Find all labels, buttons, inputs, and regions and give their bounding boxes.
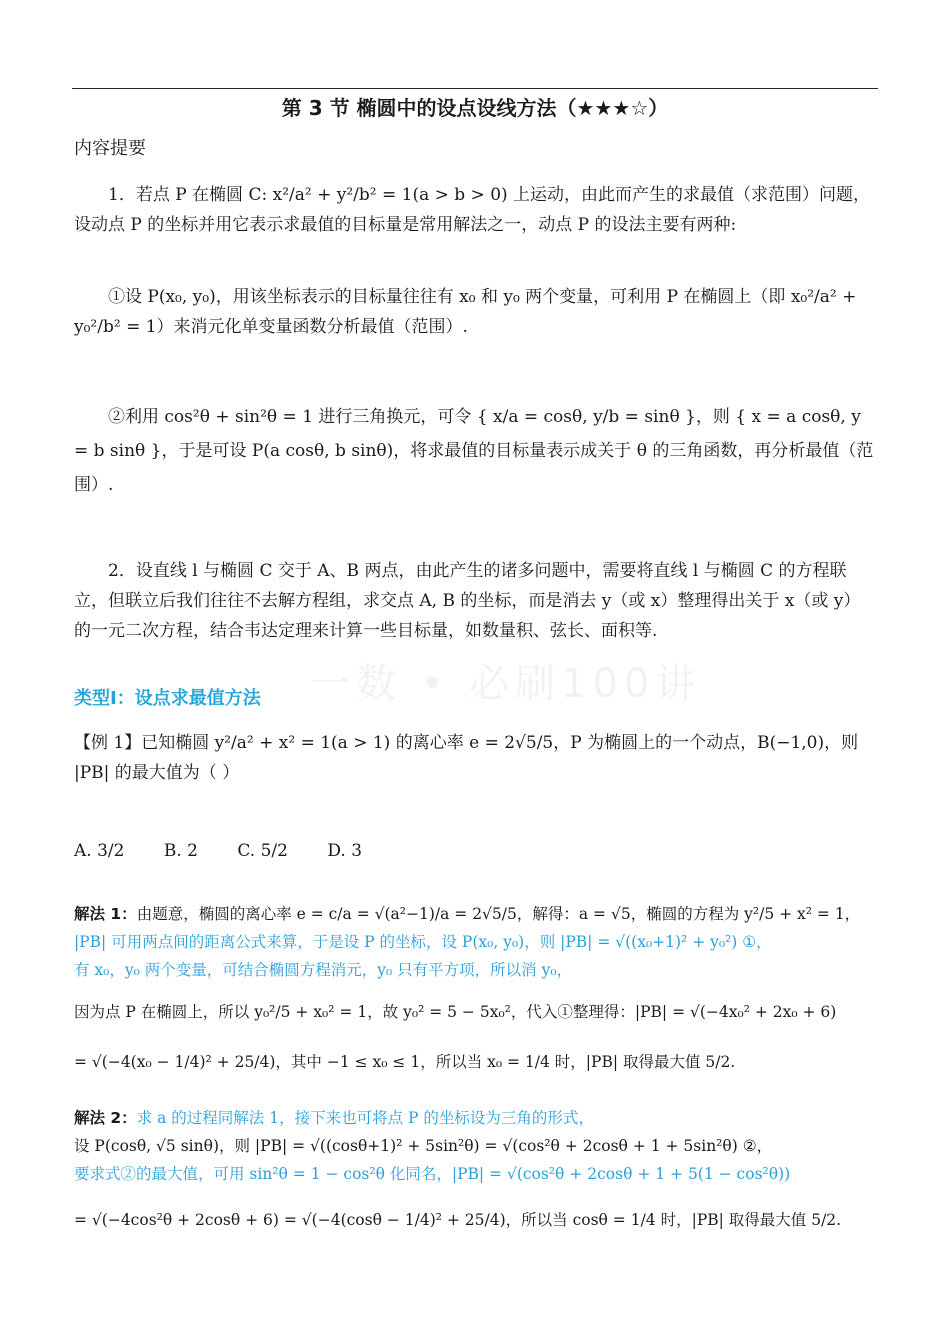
solution-2-label: 解法 2： [74,1109,137,1127]
solution-1-line-1: 由题意，椭圆的离心率 e = c/a = √(a²−1)/a = 2√5/5，解得：a = √5，椭圆的方程为 y²/5 + x² = 1， [136,905,861,923]
intro-paragraph-1: 1．若点 P 在椭圆 C: x²/a² + y²/b² = 1(a > b > 0) 上运动，由此而产生的求最值（求范围）问题，设动点 P 的坐标并用它表示求最值的目标量是常用解法之一，动点 P 的设法主要有两种: [74,185,871,235]
section-heading: 内容提要 [74,138,146,159]
top-rule [72,88,878,89]
watermark: 一数 • 必刷100讲 [310,661,702,707]
option-b: B. 2 [163,841,198,861]
solution-1-line-5: = √(−4(x₀ − 1/4)² + 25/4)，其中 −1 ≤ x₀ ≤ 1，所以当 x₀ = 1/4 时，|PB| 取得最大值 5/2. [74,1053,736,1071]
type-heading: 类型Ⅰ：设点求最值方法 [74,688,261,709]
solution-1-label: 解法 1： [74,905,137,923]
intro-paragraph-4: 2．设直线 l 与椭圆 C 交于 A、B 两点，由此产生的诸多问题中，需要将直线 l 与椭圆 C 的方程联立，但联立后我们往往不去解方程组，求交点 A, B 的坐标，而是消去 y（或 x）整理得出关于 x（或 y）的一元二次方程，结合韦达定理来计算一些目标量，如数量积、弦长、面积等. [74,561,861,641]
intro-paragraph-3: ②利用 cos²θ + sin²θ = 1 进行三角换元，可令 { x/a = cosθ, y/b = sinθ }，则 { x = a cosθ, y = b sinθ }，于是可设 P(a cosθ, b sinθ)，将求最值的目标量表示成关于 θ 的三角函数，再分析最值（范围）. [74,407,874,495]
example-stem: 【例 1】已知椭圆 y²/a² + x² = 1(a > 1) 的离心率 e = 2√5/5，P 为椭圆上的一个动点，B(−1,0)，则 |PB| 的最大值为（ ） [74,733,859,783]
solution-1 [74,900,876,1076]
solution-2-line-1: 求 a 的过程同解法 1，接下来也可将点 P 的坐标设为三角的形式， [136,1109,594,1127]
solution-2-line-2: 设 P(cosθ, √5 sinθ)，则 |PB| = √((cosθ+1)² + 5sin²θ) = √(cos²θ + 2cosθ + 1 + 5sin²θ) ②， [74,1137,773,1155]
solution-2-line-4: = √(−4cos²θ + 2cosθ + 6) = √(−4(cosθ − 1/4)² + 25/4)，所以当 cosθ = 1/4 时，|PB| 取得最大值 5/2. [74,1211,842,1229]
answer-options [74,836,876,866]
option-c: C. 5/2 [237,841,288,861]
solution-2-line-3 [74,1160,876,1188]
option-d: D. 3 [327,841,363,861]
solution-1-line-2: |PB| 可用两点间的距离公式来算，于是设 P 的坐标，设 P(x₀, y₀)，则 |PB| = √((x₀+1)² + y₀²) ①， [74,933,772,951]
option-a: A. 3/2 [74,841,125,861]
solution-2-line-3-text: 要求式②的最大值，可用 sin²θ = 1 − cos²θ 化同名，|PB| = √(cos²θ + 2cosθ + 1 + 5(1 − cos²θ)) [74,1165,791,1183]
solution-1-line-4: 因为点 P 在椭圆上，所以 y₀²/5 + x₀² = 1，故 y₀² = 5 − 5x₀²，代入①整理得：|PB| = √(−4x₀² + 2x₀ + 6) [74,1003,837,1021]
solution-2 [74,1104,876,1234]
intro-paragraph-2: ①设 P(x₀, y₀)，用该坐标表示的目标量往往有 x₀ 和 y₀ 两个变量，可利用 P 在椭圆上（即 x₀²/a² + y₀²/b² = 1）来消元化单变量函数分析最值（范围）. [74,287,857,337]
solution-1-line-3: 有 x₀，y₀ 两个变量，可结合椭圆方程消元，y₀ 只有平方项，所以消 y₀， [74,961,573,979]
page-title: 第 3 节 椭圆中的设点设线方法（★★★☆） [281,96,669,120]
